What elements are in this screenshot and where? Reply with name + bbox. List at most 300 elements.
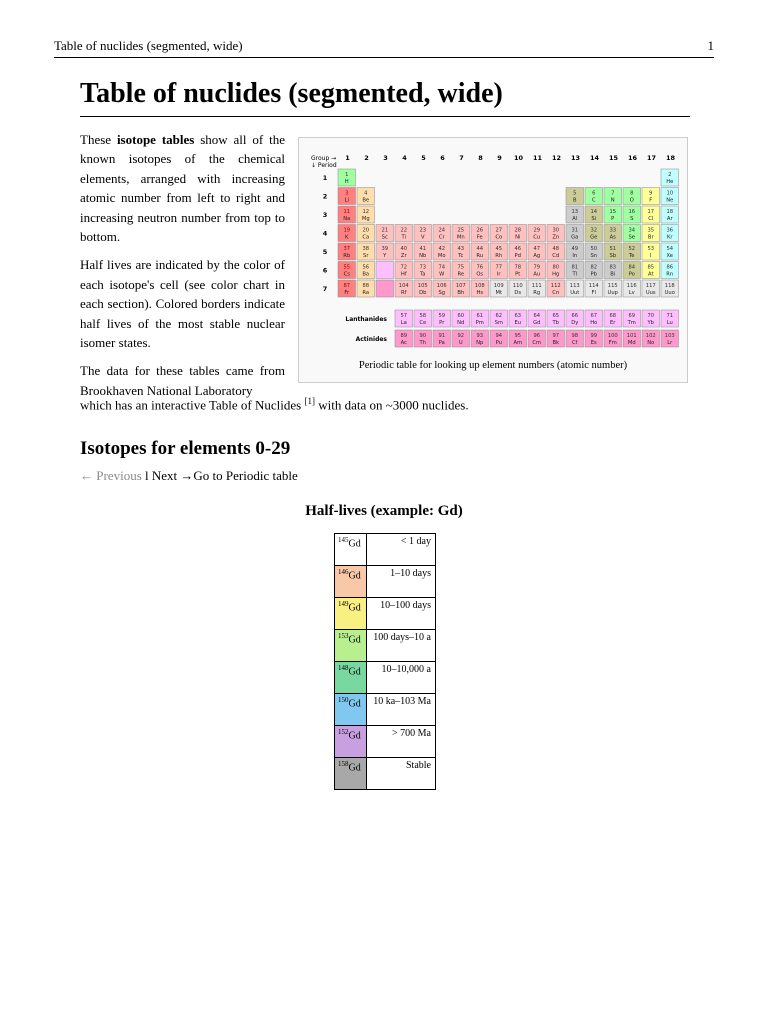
atomic-number: 57 bbox=[400, 313, 408, 319]
element-cell-cm[interactable] bbox=[528, 330, 546, 347]
element-cell-pr[interactable] bbox=[433, 310, 451, 327]
element-cell-pb[interactable] bbox=[585, 262, 603, 279]
element-symbol: Cm bbox=[532, 340, 542, 346]
group-number: 15 bbox=[608, 154, 619, 162]
isotope-mass: 153 bbox=[338, 632, 349, 640]
halflife-range: > 700 Ma bbox=[367, 726, 436, 758]
atomic-number: 56 bbox=[362, 264, 370, 271]
element-symbol: Gd bbox=[533, 320, 541, 326]
element-symbol: W bbox=[439, 271, 445, 278]
atomic-number: 20 bbox=[362, 227, 370, 234]
atomic-number: 66 bbox=[571, 313, 579, 319]
intro-paragraph-2: Half lives are indicated by the color of each isotope's cell (see color chart in each section). Colored borders indicate half lives of the most stable nuclear isomer states. bbox=[80, 257, 285, 351]
halflife-row bbox=[335, 662, 436, 694]
period-number: 1 bbox=[322, 174, 328, 182]
isotope-symbol: Gd bbox=[348, 762, 361, 774]
element-cell-bh[interactable] bbox=[452, 280, 470, 297]
element-symbol: C bbox=[591, 197, 596, 204]
atomic-number: 94 bbox=[495, 333, 503, 339]
element-symbol: Rn bbox=[666, 271, 674, 278]
period-number: 6 bbox=[322, 266, 328, 275]
atomic-number: 106 bbox=[436, 283, 447, 289]
element-symbol: Se bbox=[628, 234, 635, 241]
element-cell-cu[interactable] bbox=[528, 225, 546, 242]
period-number: 2 bbox=[322, 192, 328, 201]
element-cell-tb[interactable] bbox=[547, 310, 565, 327]
element-symbol: Au bbox=[533, 271, 541, 278]
element-cell-ti[interactable] bbox=[395, 225, 413, 242]
element-cell-mo[interactable] bbox=[433, 243, 451, 260]
atomic-number: 51 bbox=[609, 246, 617, 252]
element-symbol: Ir bbox=[496, 271, 501, 278]
element-symbol: Lv bbox=[628, 290, 635, 296]
atomic-number: 17 bbox=[647, 209, 655, 215]
element-symbol: Os bbox=[476, 271, 484, 278]
element-cell-zn[interactable] bbox=[547, 225, 565, 242]
element-cell-pa[interactable] bbox=[433, 330, 451, 347]
element-cell-la[interactable] bbox=[395, 310, 413, 327]
atomic-number: 45 bbox=[495, 246, 503, 252]
element-symbol: Pt bbox=[515, 271, 521, 278]
element-cell-ge[interactable] bbox=[585, 225, 603, 242]
element-cell-k[interactable] bbox=[338, 225, 356, 242]
atomic-number: 41 bbox=[419, 246, 427, 252]
element-cell-lv[interactable] bbox=[623, 280, 641, 297]
element-cell-sc[interactable] bbox=[376, 225, 394, 242]
atomic-number: 103 bbox=[664, 333, 675, 339]
isotope-tables-link[interactable]: isotope tables bbox=[116, 132, 195, 147]
element-cell-es[interactable] bbox=[585, 330, 603, 347]
atomic-number: 77 bbox=[495, 264, 503, 271]
element-cell-uuo[interactable] bbox=[661, 280, 679, 297]
element-cell-in[interactable] bbox=[566, 243, 584, 260]
element-symbol: Cn bbox=[552, 290, 560, 296]
group-number: 14 bbox=[589, 154, 600, 162]
element-symbol: Ti bbox=[401, 234, 406, 241]
group-number: 8 bbox=[478, 154, 483, 162]
element-symbol: Hf bbox=[400, 271, 407, 278]
atomic-number: 30 bbox=[552, 227, 560, 234]
element-symbol: N bbox=[610, 197, 615, 204]
element-cell-fm[interactable] bbox=[604, 330, 622, 347]
element-cell-lu[interactable] bbox=[661, 310, 679, 327]
element-cell-lr[interactable] bbox=[661, 330, 679, 347]
group-number: 18 bbox=[665, 154, 676, 162]
element-cell-ne[interactable] bbox=[661, 188, 679, 205]
element-cell-er[interactable] bbox=[604, 310, 622, 327]
element-symbol: Uuo bbox=[664, 290, 675, 296]
element-symbol: Cr bbox=[438, 234, 445, 241]
element-symbol: Db bbox=[419, 290, 427, 296]
element-cell-fl[interactable] bbox=[585, 280, 603, 297]
element-cell-si[interactable] bbox=[585, 206, 603, 223]
atomic-number: 31 bbox=[571, 227, 579, 234]
element-cell-te[interactable] bbox=[623, 243, 641, 260]
element-symbol: Nd bbox=[457, 320, 465, 326]
element-cell-sb[interactable] bbox=[604, 243, 622, 260]
isotope-symbol: Gd bbox=[348, 666, 361, 678]
element-cell-ag[interactable] bbox=[528, 243, 546, 260]
element-symbol: Xe bbox=[666, 253, 674, 259]
element-cell-xe[interactable] bbox=[661, 243, 679, 260]
element-symbol: Er bbox=[610, 320, 616, 326]
atomic-number: 19 bbox=[343, 227, 351, 234]
element-cell-am[interactable] bbox=[509, 330, 527, 347]
element-cell-gd[interactable] bbox=[528, 310, 546, 327]
element-cell-cd[interactable] bbox=[547, 243, 565, 260]
element-symbol: F bbox=[649, 197, 653, 204]
atomic-number: 14 bbox=[590, 209, 598, 215]
atomic-number: 102 bbox=[645, 333, 656, 339]
atomic-number: 82 bbox=[590, 264, 598, 271]
element-cell-ta[interactable] bbox=[414, 262, 432, 279]
element-symbol: Pa bbox=[438, 340, 445, 346]
element-cell-u[interactable] bbox=[452, 330, 470, 347]
element-cell-s[interactable] bbox=[623, 206, 641, 223]
element-cell-pu[interactable] bbox=[490, 330, 508, 347]
element-cell-nd[interactable] bbox=[452, 310, 470, 327]
element-symbol: Tb bbox=[552, 320, 559, 326]
element-cell-co[interactable] bbox=[490, 225, 508, 242]
atomic-number: 93 bbox=[476, 333, 484, 339]
isotope-cell bbox=[335, 630, 367, 662]
element-symbol: B bbox=[572, 197, 577, 204]
atomic-number: 65 bbox=[552, 313, 560, 319]
group-number: 6 bbox=[440, 154, 445, 162]
element-cell-fe[interactable] bbox=[471, 225, 489, 242]
element-cell-ra[interactable] bbox=[357, 280, 375, 297]
element-cell-h[interactable] bbox=[338, 169, 356, 186]
element-cell-tl[interactable] bbox=[566, 262, 584, 279]
element-symbol: Pu bbox=[495, 340, 502, 346]
element-cell-tc[interactable] bbox=[452, 243, 470, 260]
element-cell-cn[interactable] bbox=[547, 280, 565, 297]
element-symbol: Li bbox=[344, 197, 349, 204]
element-symbol: Mg bbox=[361, 216, 370, 222]
element-symbol: P bbox=[611, 216, 615, 222]
atomic-number: 1 bbox=[345, 172, 349, 178]
running-header bbox=[54, 38, 714, 58]
periodic-table-link[interactable]: Go to Periodic table bbox=[193, 468, 298, 483]
group-number: 2 bbox=[364, 154, 369, 162]
element-symbol: He bbox=[666, 179, 674, 185]
element-symbol: Ds bbox=[514, 290, 522, 296]
element-cell-db[interactable] bbox=[414, 280, 432, 297]
atomic-number: 22 bbox=[400, 227, 408, 234]
element-symbol: Ta bbox=[420, 271, 426, 278]
atomic-number: 117 bbox=[645, 283, 656, 289]
halflife-range: 100 days–10 a bbox=[367, 630, 436, 662]
atomic-number: 54 bbox=[666, 246, 674, 252]
element-cell-f[interactable] bbox=[642, 188, 660, 205]
element-cell-v[interactable] bbox=[414, 225, 432, 242]
element-symbol: Ra bbox=[362, 290, 370, 296]
element-symbol: Rg bbox=[533, 290, 541, 296]
element-cell-zr[interactable] bbox=[395, 243, 413, 260]
element-cell-nb[interactable] bbox=[414, 243, 432, 260]
element-cell-ga[interactable] bbox=[566, 225, 584, 242]
atomic-number: 29 bbox=[533, 227, 541, 234]
atomic-number: 8 bbox=[630, 190, 634, 197]
atomic-number: 39 bbox=[381, 246, 389, 252]
reference-link[interactable]: [1] bbox=[304, 396, 315, 406]
element-cell-be[interactable] bbox=[357, 188, 375, 205]
isotope-symbol: Gd bbox=[348, 570, 361, 582]
element-symbol: Dy bbox=[571, 320, 579, 326]
element-cell-y[interactable] bbox=[376, 243, 394, 260]
element-cell-o[interactable] bbox=[623, 188, 641, 205]
isotope-cell bbox=[335, 758, 367, 790]
atomic-number: 7 bbox=[611, 190, 615, 197]
element-cell-ho[interactable] bbox=[585, 310, 603, 327]
element-cell-li[interactable] bbox=[338, 188, 356, 205]
atomic-number: 69 bbox=[628, 313, 636, 319]
element-cell-sn[interactable] bbox=[585, 243, 603, 260]
element-cell-sm[interactable] bbox=[490, 310, 508, 327]
element-symbol: Md bbox=[627, 340, 636, 346]
atomic-number: 16 bbox=[628, 209, 636, 215]
isotope-cell bbox=[335, 726, 367, 758]
element-symbol: Fe bbox=[476, 234, 483, 241]
element-cell-ca[interactable] bbox=[357, 225, 375, 242]
element-cell-eu[interactable] bbox=[509, 310, 527, 327]
element-symbol: Tm bbox=[627, 320, 636, 326]
element-symbol: Uus bbox=[645, 290, 656, 296]
intro-p1-before: These bbox=[80, 132, 117, 147]
section-navigation bbox=[80, 468, 298, 484]
element-cell-cs[interactable] bbox=[338, 262, 356, 279]
element-symbol: Es bbox=[590, 340, 597, 346]
element-cell-c[interactable] bbox=[585, 188, 603, 205]
element-cell-uut[interactable] bbox=[566, 280, 584, 297]
isotope-mass: 149 bbox=[338, 600, 349, 608]
period-number: 3 bbox=[322, 211, 328, 219]
element-symbol: O bbox=[629, 197, 634, 204]
element-cell-rg[interactable] bbox=[528, 280, 546, 297]
isotope-symbol: Gd bbox=[348, 730, 361, 742]
element-symbol: Ru bbox=[476, 253, 484, 259]
element-cell-placeholder[interactable] bbox=[376, 262, 394, 279]
element-cell-i[interactable] bbox=[642, 243, 660, 260]
element-symbol: Ac bbox=[400, 340, 407, 346]
isotope-mass: 158 bbox=[338, 760, 349, 768]
element-cell-ba[interactable] bbox=[357, 262, 375, 279]
periodic-table-image[interactable] bbox=[299, 138, 687, 358]
element-symbol: Hg bbox=[552, 271, 560, 278]
element-cell-mg[interactable] bbox=[357, 206, 375, 223]
element-cell-no[interactable] bbox=[642, 330, 660, 347]
atomic-number: 90 bbox=[419, 333, 427, 339]
element-cell-re[interactable] bbox=[452, 262, 470, 279]
element-symbol: At bbox=[648, 271, 654, 278]
element-symbol: Si bbox=[591, 216, 597, 222]
element-cell-rh[interactable] bbox=[490, 243, 508, 260]
element-cell-cr[interactable] bbox=[433, 225, 451, 242]
element-cell-cl[interactable] bbox=[642, 206, 660, 223]
element-cell-he[interactable] bbox=[661, 169, 679, 186]
element-symbol: Mn bbox=[456, 234, 465, 241]
element-symbol: Pr bbox=[439, 320, 445, 326]
element-cell-at[interactable] bbox=[642, 262, 660, 279]
atomic-number: 85 bbox=[647, 264, 655, 271]
intro-p3-cont-after: with data on ~3000 nuclides. bbox=[314, 397, 469, 413]
atomic-number: 61 bbox=[476, 313, 484, 319]
figure-caption: Periodic table for looking up element numbers (atomic number) bbox=[358, 360, 628, 371]
element-symbol: Sg bbox=[438, 290, 446, 296]
element-cell-np[interactable] bbox=[471, 330, 489, 347]
element-cell-fr[interactable] bbox=[338, 280, 356, 297]
atomic-number: 48 bbox=[552, 246, 560, 252]
isotope-mass: 148 bbox=[338, 664, 349, 672]
element-symbol: Cu bbox=[533, 234, 541, 241]
element-cell-os[interactable] bbox=[471, 262, 489, 279]
element-cell-na[interactable] bbox=[338, 206, 356, 223]
isotope-cell bbox=[335, 598, 367, 630]
element-cell-kr[interactable] bbox=[661, 225, 679, 242]
element-symbol: Fm bbox=[608, 340, 617, 346]
atomic-number: 67 bbox=[590, 313, 598, 319]
element-cell-ar[interactable] bbox=[661, 206, 679, 223]
element-cell-br[interactable] bbox=[642, 225, 660, 242]
element-cell-bi[interactable] bbox=[604, 262, 622, 279]
atomic-number: 100 bbox=[607, 333, 618, 339]
element-cell-th[interactable] bbox=[414, 330, 432, 347]
element-cell-dy[interactable] bbox=[566, 310, 584, 327]
element-cell-hg[interactable] bbox=[547, 262, 565, 279]
element-symbol: Ca bbox=[362, 234, 370, 241]
isotope-mass: 145 bbox=[338, 536, 349, 544]
atomic-number: 104 bbox=[398, 283, 409, 289]
atomic-number: 86 bbox=[666, 264, 674, 271]
element-cell-tm[interactable] bbox=[623, 310, 641, 327]
element-cell-pt[interactable] bbox=[509, 262, 527, 279]
element-cell-sr[interactable] bbox=[357, 243, 375, 260]
isotope-mass: 150 bbox=[338, 696, 349, 704]
element-cell-placeholder[interactable] bbox=[376, 280, 394, 297]
element-cell-rf[interactable] bbox=[395, 280, 413, 297]
atomic-number: 70 bbox=[647, 313, 655, 319]
group-number: 1 bbox=[345, 154, 350, 162]
element-cell-uus[interactable] bbox=[642, 280, 660, 297]
atomic-number: 113 bbox=[569, 283, 580, 289]
element-cell-pd[interactable] bbox=[509, 243, 527, 260]
period-number: 5 bbox=[322, 248, 328, 256]
atomic-number: 71 bbox=[666, 313, 674, 319]
element-cell-uup[interactable] bbox=[604, 280, 622, 297]
intro-paragraph-3: The data for these tables came from Brookhaven National Laboratory bbox=[80, 363, 285, 398]
element-box bbox=[376, 280, 394, 297]
element-cell-ni[interactable] bbox=[509, 225, 527, 242]
element-cell-ir[interactable] bbox=[490, 262, 508, 279]
element-cell-w[interactable] bbox=[433, 262, 451, 279]
element-symbol: Cs bbox=[343, 271, 350, 278]
element-cell-bk[interactable] bbox=[547, 330, 565, 347]
element-cell-cf[interactable] bbox=[566, 330, 584, 347]
next-link[interactable]: Next → bbox=[151, 468, 194, 483]
element-cell-ac[interactable] bbox=[395, 330, 413, 347]
element-cell-po[interactable] bbox=[623, 262, 641, 279]
atomic-number: 21 bbox=[381, 227, 389, 234]
intro-p3-cont-before: which has an interactive Table of Nuclides bbox=[80, 397, 305, 413]
element-cell-al[interactable] bbox=[566, 206, 584, 223]
atomic-number: 78 bbox=[514, 264, 522, 271]
page-number: 1 bbox=[707, 38, 714, 53]
element-symbol: Cf bbox=[572, 340, 578, 346]
element-cell-se[interactable] bbox=[623, 225, 641, 242]
section-heading: Isotopes for elements 0-29 bbox=[80, 438, 291, 459]
element-cell-pm[interactable] bbox=[471, 310, 489, 327]
previous-link[interactable]: ← Previous bbox=[80, 468, 142, 483]
element-symbol: Zr bbox=[400, 253, 407, 259]
atomic-number: 9 bbox=[649, 190, 653, 197]
element-cell-ce[interactable] bbox=[414, 310, 432, 327]
atomic-number: 64 bbox=[533, 313, 541, 319]
element-symbol: Uup bbox=[607, 290, 618, 296]
element-cell-mn[interactable] bbox=[452, 225, 470, 242]
element-cell-mt[interactable] bbox=[490, 280, 508, 297]
element-symbol: Be bbox=[362, 197, 370, 204]
element-symbol: V bbox=[420, 234, 425, 241]
group-number: 16 bbox=[627, 154, 638, 162]
element-symbol: Ni bbox=[515, 234, 521, 241]
isotope-cell bbox=[335, 534, 367, 566]
atomic-number: 92 bbox=[457, 333, 465, 339]
atomic-number: 34 bbox=[628, 227, 636, 234]
atomic-number: 101 bbox=[626, 333, 637, 339]
halflife-row bbox=[335, 630, 436, 662]
group-number: 12 bbox=[551, 154, 562, 162]
element-symbol: Sb bbox=[609, 253, 617, 259]
element-cell-rn[interactable] bbox=[661, 262, 679, 279]
element-cell-as[interactable] bbox=[604, 225, 622, 242]
element-cell-hs[interactable] bbox=[471, 280, 489, 297]
isotope-cell bbox=[335, 566, 367, 598]
intro-text bbox=[80, 130, 285, 409]
element-cell-p[interactable] bbox=[604, 206, 622, 223]
atomic-number: 10 bbox=[666, 190, 674, 197]
atomic-number: 33 bbox=[609, 227, 617, 234]
isotope-symbol: Gd bbox=[348, 698, 361, 710]
element-symbol: Ba bbox=[362, 271, 370, 278]
element-symbol: Br bbox=[647, 234, 654, 241]
element-cell-rb[interactable] bbox=[338, 243, 356, 260]
atomic-number: 25 bbox=[457, 227, 465, 234]
element-symbol: Ge bbox=[590, 234, 598, 241]
element-cell-sg[interactable] bbox=[433, 280, 451, 297]
element-cell-ds[interactable] bbox=[509, 280, 527, 297]
element-symbol: No bbox=[647, 340, 655, 346]
element-cell-md[interactable] bbox=[623, 330, 641, 347]
element-cell-ru[interactable] bbox=[471, 243, 489, 260]
element-cell-b[interactable] bbox=[566, 188, 584, 205]
group-number: 13 bbox=[570, 154, 581, 162]
atomic-number: 84 bbox=[628, 264, 636, 271]
atomic-number: 99 bbox=[590, 333, 598, 339]
atomic-number: 18 bbox=[666, 209, 674, 215]
atomic-number: 32 bbox=[590, 227, 598, 234]
element-cell-hf[interactable] bbox=[395, 262, 413, 279]
atomic-number: 62 bbox=[495, 313, 503, 319]
atomic-number: 23 bbox=[419, 227, 427, 234]
element-cell-au[interactable] bbox=[528, 262, 546, 279]
element-cell-yb[interactable] bbox=[642, 310, 660, 327]
atomic-number: 55 bbox=[343, 264, 351, 271]
element-symbol: Ce bbox=[419, 320, 427, 326]
element-symbol: Ar bbox=[666, 216, 673, 222]
element-cell-n[interactable] bbox=[604, 188, 622, 205]
element-symbol: Al bbox=[572, 216, 578, 222]
element-symbol: Y bbox=[383, 253, 387, 259]
